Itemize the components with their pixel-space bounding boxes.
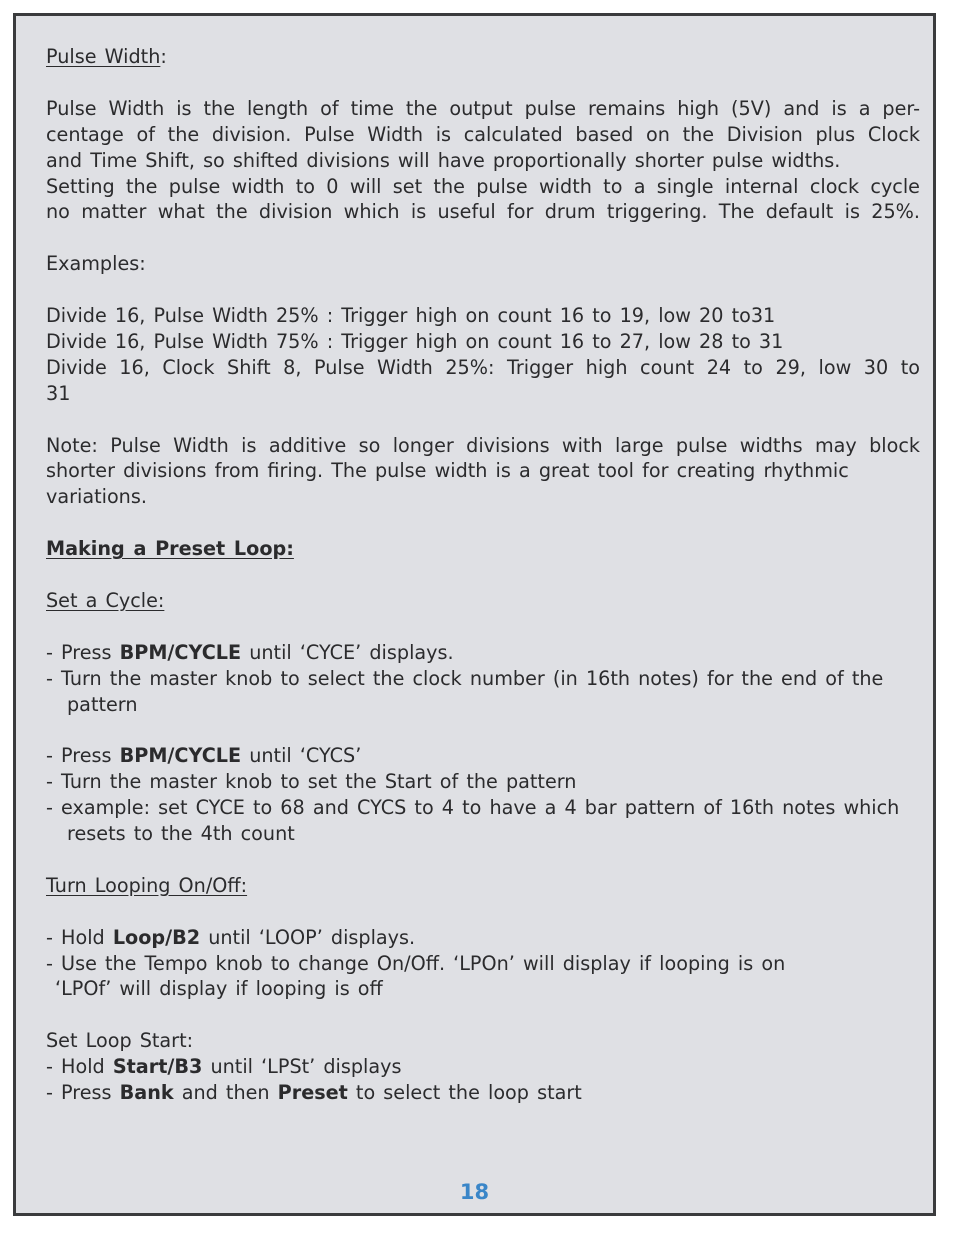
list-item: - Hold Loop/B2 until ‘LOOP’ displays. bbox=[46, 925, 416, 949]
example-line: Divide 16, Clock Shift 8, Pulse Width 25%: Trigger high count 24 to 29, low 30 to bbox=[46, 355, 920, 379]
manual-page bbox=[13, 13, 936, 1216]
loop-start-heading: Set Loop Start: bbox=[46, 1029, 194, 1053]
list-item-continuation: ‘LPOf’ will display if looping is off bbox=[55, 977, 383, 1001]
list-item: - Press BPM/CYCLE until ‘CYCS’ bbox=[46, 744, 362, 768]
list-item: - Press BPM/CYCLE until ‘CYCE’ displays. bbox=[46, 640, 454, 664]
list-item: - Hold Start/B3 until ‘LPSt’ displays bbox=[46, 1055, 402, 1079]
note-paragraph bbox=[46, 433, 920, 511]
paragraph-line: Setting the pulse width to 0 will set the pulse width to a single internal clock cycle bbox=[46, 174, 920, 198]
pulse-width-heading: Pulse Width: bbox=[46, 45, 167, 68]
looping-on-off-steps bbox=[46, 925, 920, 1003]
examples-label: Examples: bbox=[46, 252, 146, 276]
example-line: 31 bbox=[46, 381, 71, 405]
example-line: Divide 16, Pulse Width 25% : Trigger high on count 16 to 19, low 20 to31 bbox=[46, 304, 776, 328]
pulse-width-paragraph bbox=[46, 96, 920, 226]
list-item: - Use the Tempo knob to change On/Off. ‘LPOn’ will display if looping is on bbox=[46, 951, 786, 975]
loop-start-section bbox=[46, 1028, 920, 1106]
set-cycle-steps bbox=[46, 640, 920, 847]
page-number: 18 bbox=[459, 1180, 490, 1204]
list-item: - Press Bank and then Preset to select the loop start bbox=[46, 1081, 582, 1105]
paragraph-line: Note: Pulse Width is additive so longer divisions with large pulse widths may block bbox=[46, 433, 920, 457]
page-content bbox=[46, 44, 920, 1106]
paragraph-line: variations. bbox=[46, 485, 147, 509]
examples-list bbox=[46, 303, 920, 407]
list-item: - Turn the master knob to select the clock number (in 16th notes) for the end of the pattern bbox=[46, 666, 884, 716]
paragraph-line: centage of the division. Pulse Width is calculated based on the Division plus Clock bbox=[46, 122, 920, 146]
example-line: Divide 16, Pulse Width 75% : Trigger high on count 16 to 27, low 28 to 31 bbox=[46, 329, 784, 353]
paragraph-line: and Time Shift, so shifted divisions will have proportionally shorter pulse widths. bbox=[46, 148, 841, 172]
paragraph-line: shorter divisions from firing. The pulse width is a great tool for creating rhythmic bbox=[46, 459, 849, 483]
list-item: - example: set CYCE to 68 and CYCS to 4 to have a 4 bar pattern of 16th notes which resets to the 4th count bbox=[46, 796, 900, 846]
paragraph-line: Pulse Width is the length of time the output pulse remains high (5V) and is a per- bbox=[46, 96, 920, 120]
paragraph-line: no matter what the division which is useful for drum triggering. The default is 25%. bbox=[46, 200, 920, 224]
list-item: - Turn the master knob to set the Start of the pattern bbox=[46, 770, 577, 794]
preset-loop-heading: Making a Preset Loop: bbox=[46, 537, 294, 561]
looping-on-off-heading: Turn Looping On/Off: bbox=[46, 873, 248, 897]
set-cycle-heading: Set a Cycle: bbox=[46, 588, 165, 612]
